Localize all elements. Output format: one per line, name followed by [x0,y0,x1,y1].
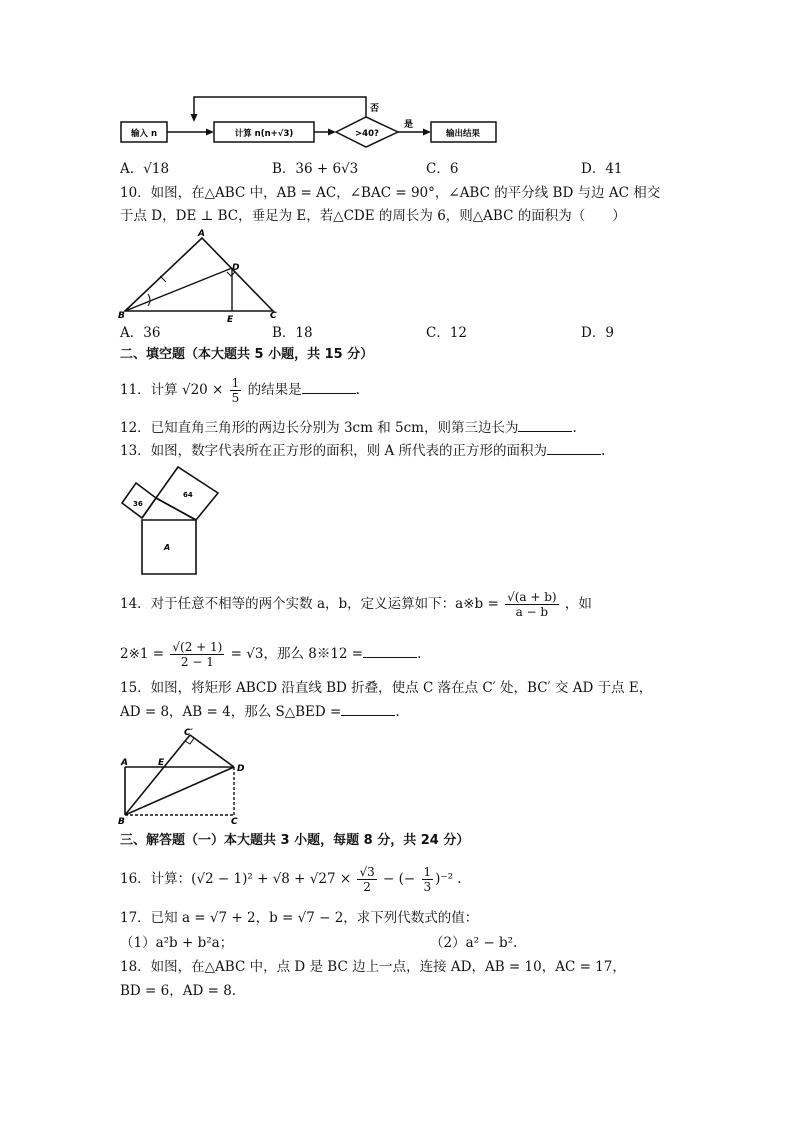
q14-line2-post: = √3，那么 8※12 = [230,646,364,662]
diagonal-bd [125,767,234,815]
q17-line-1: 17．已知 a = √7 + 2，b = √7 − 2，求下列代数式的值： [120,910,479,926]
segment-bc-prime [125,735,190,815]
flow-decision-label: >40? [355,129,379,139]
q14-line1-post: ，如 [564,596,592,612]
q13-text: 13．如图，数字代表所在正方形的面积，则 A 所代表的正方形的面积为 [120,443,548,459]
q12-end: . [572,420,577,436]
label-b: B [118,311,125,321]
label-d: D [232,263,240,273]
q14-def-denominator: a − b [515,605,549,619]
flowchart-figure [118,94,518,154]
q14-answer-blank [363,645,417,658]
q16-numerator-2: 1 [423,865,432,879]
q11-line [120,374,360,406]
q15-answer-blank [341,703,395,716]
q11-post: 的结果是 [247,382,302,398]
label-a: A [198,229,205,239]
q11-end: . [355,382,360,398]
q16-mid: − (− [383,871,416,887]
segment-c-prime-d [190,735,234,767]
q9-option-c: C．6 [426,161,459,177]
q14-def-fraction [505,590,559,619]
flow-arrowhead-yes [423,129,431,136]
q12-answer-blank [518,419,572,432]
label-a: A [164,543,171,552]
label-c: C [270,311,277,321]
angle-mark [148,294,150,306]
q14-example-fraction [170,640,224,669]
q10-option-c: C．12 [426,325,468,341]
flow-compute-label: 计算 n(n+√3) [234,129,294,139]
q15-line-2 [120,703,400,721]
q16-line [120,862,462,896]
q10-triangle-figure [118,230,288,325]
q14-example-denominator: 2 − 1 [180,655,214,669]
q12-text: 12．已知直角三角形的两边长分别为 3cm 和 5cm，则第三边长为 [120,420,519,436]
q15-line2-pre: AD = 8，AB = 4，那么 S△BED = [120,704,342,720]
q10-line-1: 10．如图，在△ABC 中，AB = AC，∠BAC = 90°，∠ABC 的平分线 BD 与边 AC 相交 [120,185,661,201]
q15-fold-figure [118,728,258,827]
q11-denominator: 5 [231,391,240,405]
q16-denominator-2: 3 [423,880,432,894]
flow-no-label: 否 [370,104,380,114]
q18-line-1: 18．如图，在△ABC 中，点 D 是 BC 边上一点，连接 AD，AB = 10，AC = 17， [120,959,626,975]
label-36: 36 [133,500,143,508]
q13-end: . [601,443,606,459]
q14-line-2 [120,636,421,672]
q14-line1-pre: 14．对于任意不相等的两个实数 a，b，定义运算如下：a※b = [120,596,499,612]
label-a: A [121,758,128,768]
q14-end: . [417,646,422,662]
q14-example-numerator: √(2 + 1) [172,640,223,654]
q13-line [120,442,605,460]
q16-post: )⁻² . [435,871,462,887]
q11-sqrt-fraction [230,376,242,405]
q17-part-2: （2）a² − b². [430,935,518,951]
q10-option-b: B．18 [272,325,313,341]
q16-denominator-1: 2 [363,880,371,894]
label-c-prime: C′ [184,728,193,738]
q9-option-d: D．41 [581,161,623,177]
triangle-leg-1 [142,498,156,518]
q10-option-d: D．9 [581,325,614,341]
label-c: C [231,817,238,827]
label-b: B [118,817,125,827]
q16-fraction-2 [422,865,434,894]
q9-option-a: A．√18 [120,161,170,177]
flow-yes-label: 是 [404,120,414,130]
q10-line-2: 于点 D，DE ⊥ BC，垂足为 E，若△CDE 的周长为 6，则△ABC 的面积为（ ） [120,208,626,224]
flow-arrowhead-1 [206,129,214,136]
q16-numerator-1: √3 [359,865,375,879]
q14-def-numerator: √(a + b) [507,590,557,604]
label-d: D [237,764,245,774]
q16-pre: 16．计算：(√2 − 1)² + √8 + √27 × [120,871,352,887]
triangle-abc [125,238,273,311]
flow-output-label: 输出结果 [445,129,481,139]
q17-part-1: （1）a²b + b²a； [120,935,234,951]
q13-answer-blank [547,442,601,455]
label-64: 64 [183,491,193,499]
q14-line-1 [120,586,592,622]
q16-fraction-1 [357,865,376,894]
flow-loop-line [194,97,366,118]
q15-end: . [395,704,400,720]
q11-answer-blank [302,381,356,394]
q9-option-b: B．36 + 6√3 [272,161,359,177]
q12-line [120,419,577,437]
q15-line-1: 15．如图，将矩形 ABCD 沿直线 BD 折叠，使点 C 落在点 C′ 处，BC′ 交 AD 于点 E， [120,680,653,696]
bisector-bd [125,268,232,311]
triangle-leg-2 [156,498,196,520]
label-e: E [227,315,234,325]
q11-pre: 11．计算 √20 × [120,382,224,398]
q18-line-2: BD = 6，AD = 8. [120,983,237,999]
flow-loop-arrowhead [191,114,198,122]
q10-option-a: A．36 [120,325,161,341]
section-3-heading: 三、解答题（一）本大题共 3 小题，每题 8 分，共 24 分） [120,833,470,848]
q14-line2-pre: 2※1 = [120,646,165,662]
tick-ab [160,276,166,282]
q13-squares-figure [118,463,228,578]
label-e: E [158,758,165,768]
flow-input-label: 输入 n [130,129,158,139]
section-2-heading: 二、填空题（本大题共 5 小题，共 15 分） [120,347,374,362]
q11-numerator: 1 [231,376,240,390]
